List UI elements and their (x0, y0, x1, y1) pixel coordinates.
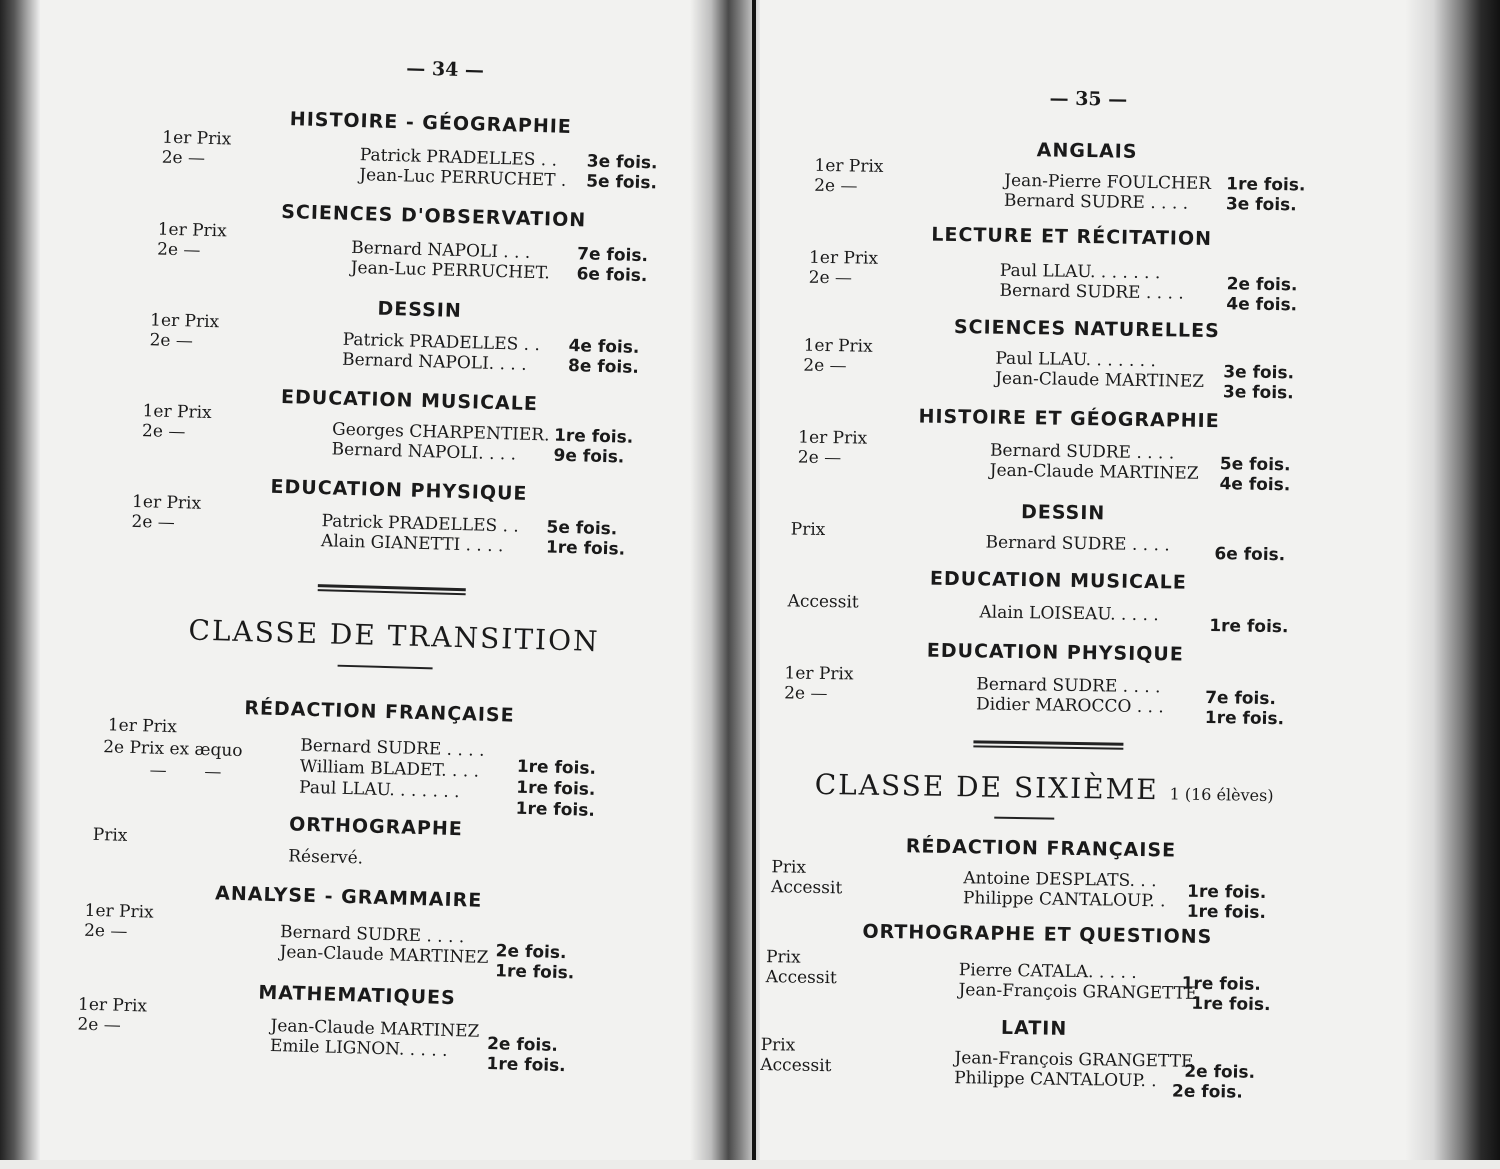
page-number: — 35 — (1049, 87, 1128, 111)
section-title: HISTOIRE - GÉOGRAPHIE (289, 108, 573, 139)
class-title-text: CLASSE DE SIXIÈME (814, 767, 1160, 807)
section-title: DESSIN (377, 297, 463, 323)
prize-label: 1er Prix (131, 491, 202, 514)
prize-label: 2e — (141, 421, 186, 443)
student-name: Jean-Claude MARTINEZ (989, 460, 1199, 484)
title-underline (994, 817, 1054, 820)
student-name: Emile LIGNON. . . . . (269, 1035, 448, 1061)
prize-label: 1er Prix (77, 994, 148, 1017)
prize-label: Accessit (787, 591, 859, 613)
times-count: 1re fois. (1226, 174, 1306, 196)
times-count: 2e fois. (1171, 1081, 1243, 1103)
times-count: 1re fois. (1204, 707, 1285, 730)
times-count: 1re fois. (515, 798, 596, 821)
prize-label: 2e — (814, 175, 858, 197)
student-name: Jean-Luc PERRUCHET . (359, 165, 567, 191)
student-name: Alain LOISEAU. . . . . (979, 602, 1159, 626)
section-title: MATHEMATIQUES (258, 981, 457, 1010)
prize-label: 2e Prix ex æquo (102, 737, 243, 762)
times-count: 1re fois. (1186, 881, 1267, 903)
prize-label: 1er Prix (808, 247, 879, 269)
prize-label: 2e — (131, 511, 176, 534)
scan-shadow-right (1405, 0, 1500, 1160)
student-name: Bernard SUDRE . . . . (985, 532, 1170, 556)
student-name: Paul LLAU. . . . . . . (999, 260, 1161, 284)
student-name: Bernard SUDRE . . . . (999, 280, 1184, 304)
student-name: Bernard SUDRE . . . . (300, 735, 485, 761)
student-name: Bernard SUDRE . . . . (279, 922, 465, 948)
prize-label: 1er Prix (84, 900, 154, 923)
times-count: 7e fois. (576, 244, 649, 267)
prize-label: 2e — (808, 267, 853, 289)
section-title: RÉDACTION FRANÇAISE (905, 835, 1177, 862)
prize-label: 2e — (83, 920, 128, 942)
section-title: LATIN (1000, 1016, 1068, 1040)
section-title: EDUCATION PHYSIQUE (926, 639, 1184, 666)
section-title: EDUCATION MUSICALE (280, 386, 539, 416)
times-count: 1re fois. (494, 961, 575, 984)
times-count: 4e fois. (1226, 294, 1298, 316)
prize-label: 1er Prix (107, 715, 178, 738)
prize-label: 1er Prix (798, 427, 868, 449)
times-count: 5e fois. (546, 517, 618, 540)
times-count: 1re fois. (545, 537, 626, 560)
prize-label: 1er Prix (142, 401, 212, 424)
prize-label: 1er Prix (157, 219, 227, 242)
student-name: Georges CHARPENTIER. (331, 419, 550, 446)
section-title: RÉDACTION FRANÇAISE (244, 697, 515, 727)
times-count: 3e fois. (586, 151, 658, 174)
right-page (751, 0, 1419, 1165)
student-name: William BLADET. . . . (299, 756, 480, 782)
student-name: Jean-Claude MARTINEZ (270, 1015, 480, 1042)
student-name: Bernard SUDRE . . . . (1003, 190, 1189, 214)
left-page (0, 0, 706, 1169)
student-name: Patrick PRADELLES . . (359, 145, 558, 171)
times-count: 3e fois. (1222, 382, 1294, 404)
times-count: 2e fois. (486, 1034, 559, 1056)
times-count: 2e fois. (1226, 274, 1298, 296)
section-divider (318, 584, 466, 595)
section-title: LECTURE ET RÉCITATION (931, 223, 1213, 251)
class-title (814, 768, 1273, 808)
times-count: 9e fois. (553, 445, 625, 468)
times-count: 1re fois. (1209, 616, 1289, 638)
times-count: 6e fois. (576, 264, 648, 287)
student-name: Bernard NAPOLI . . . (350, 237, 531, 263)
prize-label: — — (149, 760, 222, 783)
student-name: Jean-Claude MARTINEZ (279, 942, 489, 969)
section-title: SCIENCES D'OBSERVATION (280, 200, 587, 232)
student-name: Patrick PRADELLES . . (342, 329, 541, 356)
times-count: 2e fois. (1184, 1061, 1256, 1083)
section-title: ANGLAIS (1036, 139, 1138, 163)
student-name: Jean-François GRANGETTE (958, 980, 1198, 1004)
class-note: 1 (16 élèves) (1169, 784, 1274, 806)
section-title: EDUCATION MUSICALE (929, 567, 1188, 594)
student-name: Jean-Luc PERRUCHET. (350, 257, 551, 284)
times-count: 1re fois. (486, 1054, 566, 1077)
times-count: 8e fois. (567, 356, 640, 378)
section-title: ORTHOGRAPHE ET QUESTIONS (862, 920, 1213, 949)
student-name: Bernard SUDRE . . . . (989, 440, 1175, 464)
prize-label: Accessit (765, 967, 837, 989)
prize-label: 1er Prix (149, 310, 220, 333)
prize-label: 2e — (77, 1014, 122, 1036)
times-count: 1re fois. (516, 756, 597, 779)
prize-label: 2e — (784, 683, 828, 705)
prize-label: 1er Prix (814, 155, 884, 177)
prize-label: Prix (765, 947, 801, 968)
student-name: Bernard NAPOLI. . . . (341, 349, 527, 375)
times-count: 5e fois. (585, 171, 658, 194)
prize-label: 2e — (149, 330, 194, 352)
prize-label: Accessit (760, 1055, 832, 1077)
prize-label: 1er Prix (162, 127, 232, 150)
times-count: 1re fois. (1186, 901, 1267, 923)
student-name: Jean-François GRANGETTE (954, 1048, 1194, 1072)
student-name: Philippe CANTALOUP. . (954, 1068, 1157, 1092)
section-title: HISTOIRE ET GÉOGRAPHIE (918, 405, 1220, 433)
student-name: Réservé. (287, 846, 364, 869)
section-divider (973, 740, 1123, 749)
times-count: 1re fois. (1181, 973, 1261, 995)
times-count: 7e fois. (1205, 687, 1277, 710)
times-count: 6e fois. (1214, 544, 1286, 566)
section-title: EDUCATION PHYSIQUE (270, 475, 528, 505)
section-title: ANALYSE - GRAMMAIRE (214, 882, 483, 912)
prize-label: 2e — (161, 147, 206, 169)
student-name: Jean-Claude MARTINEZ (994, 368, 1205, 392)
student-name: Philippe CANTALOUP. . (962, 888, 1166, 912)
student-name: Jean-Pierre FOULCHER (1004, 170, 1212, 195)
times-count: 3e fois. (1223, 362, 1295, 384)
prize-label: 2e — (803, 355, 847, 377)
times-count: 5e fois. (1219, 454, 1291, 476)
student-name: Bernard NAPOLI. . . . (331, 439, 517, 465)
times-count: 2e fois. (495, 941, 567, 964)
student-name: Paul LLAU. . . . . . . (995, 348, 1157, 372)
times-count: 1re fois. (515, 777, 596, 800)
prize-label: Prix (760, 1035, 796, 1056)
prize-label: 2e — (797, 447, 842, 469)
section-title: DESSIN (1020, 501, 1106, 525)
prize-label: 1er Prix (803, 335, 873, 357)
student-name: Paul LLAU. . . . . . . (298, 777, 460, 803)
prize-label: Prix (771, 857, 807, 878)
prize-label: Accessit (770, 877, 843, 899)
times-count: 4e fois. (568, 336, 640, 358)
section-title: ORTHOGRAPHE (288, 813, 464, 841)
prize-label: Prix (92, 824, 128, 846)
student-name: Antoine DESPLATS. . . (963, 868, 1157, 892)
prize-label: 2e — (156, 239, 201, 261)
page-number: — 34 — (406, 57, 485, 82)
title-underline (338, 665, 433, 670)
times-count: 1re fois. (553, 425, 634, 448)
times-count: 3e fois. (1225, 194, 1297, 216)
student-name: Bernard SUDRE . . . . (976, 674, 1161, 698)
student-name: Pierre CATALA. . . . . (958, 960, 1137, 983)
times-count: 4e fois. (1219, 474, 1291, 496)
class-title: CLASSE DE TRANSITION (188, 613, 600, 658)
student-name: Didier MAROCCO . . . (975, 694, 1164, 718)
times-count: 1re fois. (1191, 993, 1271, 1016)
student-name: Alain GIANETTI . . . . (320, 531, 504, 557)
prize-label: Prix (790, 519, 826, 540)
section-title: SCIENCES NATURELLES (953, 315, 1220, 343)
student-name: Patrick PRADELLES . . (321, 511, 520, 537)
prize-label: 1er Prix (784, 663, 854, 685)
